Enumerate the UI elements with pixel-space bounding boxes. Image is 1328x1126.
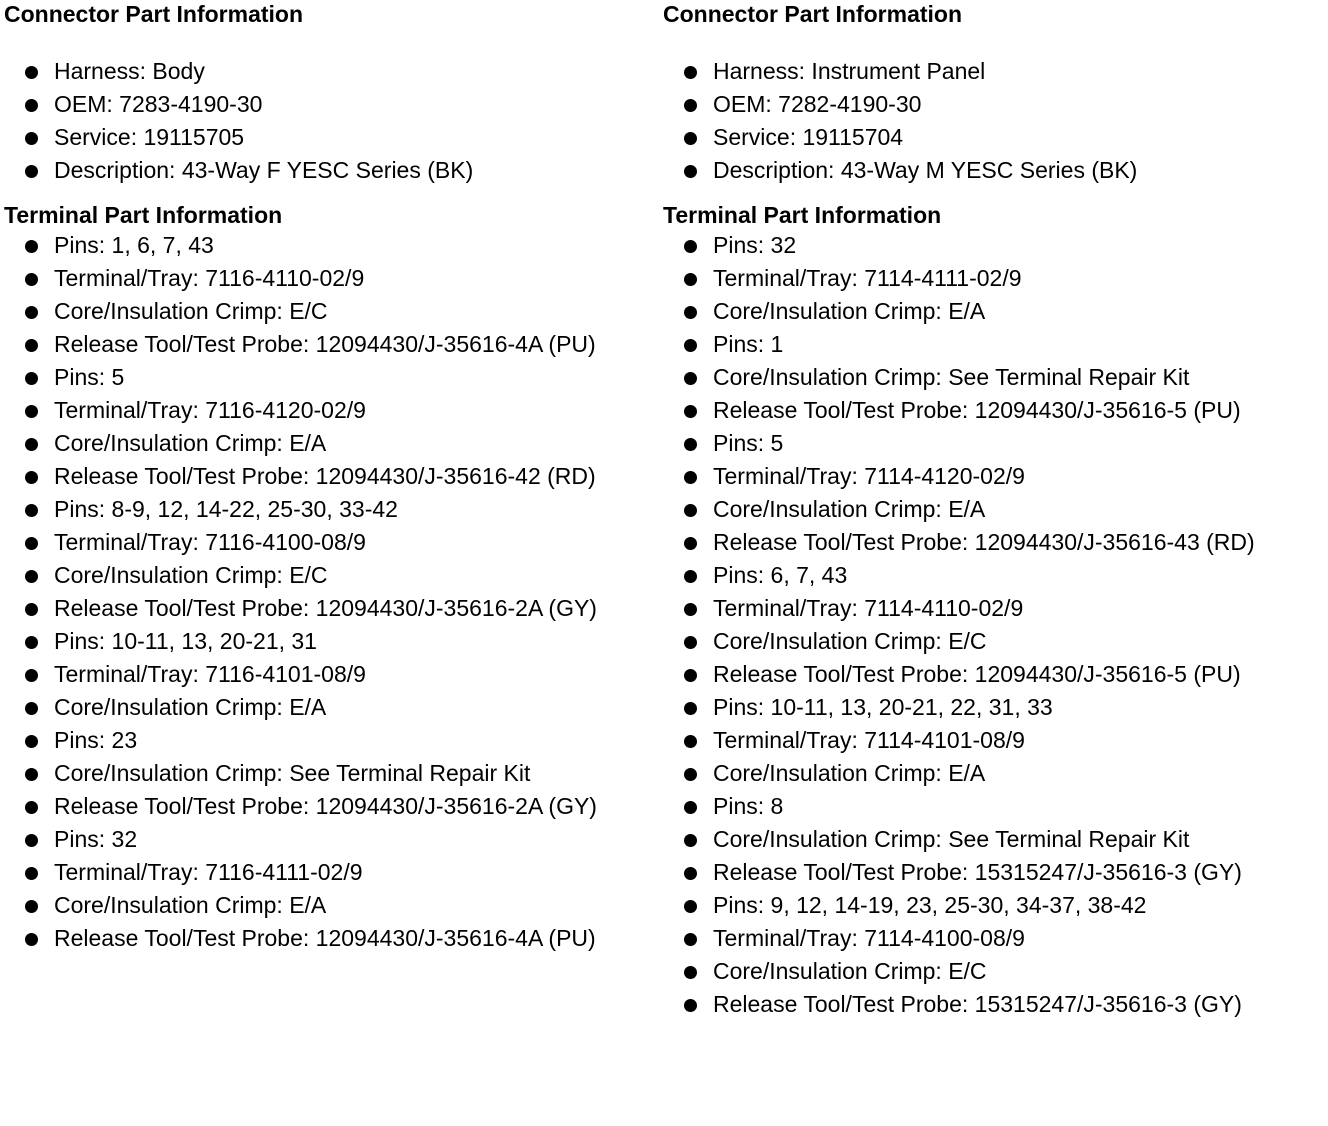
bullet-icon [25,372,38,385]
bullet-icon [684,99,697,112]
list-item-text: Pins: 9, 12, 14-19, 23, 25-30, 34-37, 38-42 [713,892,1147,918]
bullet-icon [25,339,38,352]
list-item-text: Pins: 6, 7, 43 [713,562,848,588]
list-item [663,295,1323,328]
list-item [4,922,664,955]
list-item-text: Pins: 10-11, 13, 20-21, 22, 31, 33 [713,694,1053,720]
bullet-icon [25,603,38,616]
list-item-text: Harness: Body [54,58,205,84]
bullet-icon [684,273,697,286]
list-item-text: Pins: 8-9, 12, 14-22, 25-30, 33-42 [54,496,398,522]
list-item-text: Pins: 32 [54,826,138,852]
list-item-text: Core/Insulation Crimp: E/C [713,958,987,984]
bullet-icon [684,405,697,418]
list-item-text: Harness: Instrument Panel [713,58,986,84]
list-item-text: Core/Insulation Crimp: E/A [54,430,327,456]
list-item [663,724,1323,757]
bullet-icon [25,933,38,946]
list-item [4,154,664,187]
bullet-icon [25,735,38,748]
list-item [4,361,664,394]
list-item-text: Core/Insulation Crimp: E/A [713,496,986,522]
list-item-text: Terminal/Tray: 7114-4120-02/9 [713,463,1025,489]
list-item [4,757,664,790]
list-item-text: Terminal/Tray: 7114-4111-02/9 [713,265,1022,291]
list-item [4,526,664,559]
list-item-text: Terminal/Tray: 7114-4110-02/9 [713,595,1024,621]
terminal-group [663,229,1323,427]
list-item-text: Pins: 1 [713,331,784,357]
bullet-icon [25,900,38,913]
list-item [4,691,664,724]
list-item [4,658,664,691]
list-item [663,361,1323,394]
list-item [663,88,1323,121]
connector-heading-left: Connector Part Information [4,1,304,27]
list-item-text: Release Tool/Test Probe: 12094430/J-35616-5 (PU) [713,397,1241,423]
list-item [663,559,1323,592]
list-item [4,559,664,592]
list-item [663,955,1323,988]
list-item-text: OEM: 7283-4190-30 [54,91,263,117]
bullet-icon [684,636,697,649]
list-item [4,427,664,460]
bullet-icon [684,702,697,715]
bullet-icon [684,768,697,781]
terminal-group [4,823,664,955]
bullet-icon [684,603,697,616]
terminal-group [663,559,1323,691]
list-item-text: Core/Insulation Crimp: E/C [713,628,987,654]
bullet-icon [684,471,697,484]
list-item [663,625,1323,658]
list-item [663,691,1323,724]
bullet-icon [684,372,697,385]
list-item [663,460,1323,493]
list-item [663,55,1323,88]
list-item [663,154,1323,187]
terminal-heading-left: Terminal Part Information [4,202,283,228]
terminal-heading-right: Terminal Part Information [663,202,942,228]
list-item-text: Release Tool/Test Probe: 12094430/J-35616-42 (RD) [54,463,596,489]
list-item [4,460,664,493]
list-item [663,889,1323,922]
bullet-icon [25,240,38,253]
list-item-text: Release Tool/Test Probe: 12094430/J-35616-2A (GY) [54,595,597,621]
list-item-text: Core/Insulation Crimp: E/C [54,562,328,588]
list-item-text: Description: 43-Way F YESC Series (BK) [54,157,474,183]
bullet-icon [25,99,38,112]
terminal-group [4,229,664,361]
list-item-text: Core/Insulation Crimp: E/A [54,892,327,918]
bullet-icon [684,999,697,1012]
bullet-icon [684,132,697,145]
terminal-groups-left [4,229,664,955]
bullet-icon [25,165,38,178]
list-item [4,724,664,757]
list-item-text: Terminal/Tray: 7116-4110-02/9 [54,265,365,291]
bullet-icon [25,768,38,781]
list-item [4,295,664,328]
list-item-text: Pins: 5 [54,364,125,390]
list-item-text: Release Tool/Test Probe: 12094430/J-35616-43 (RD) [713,529,1255,555]
list-item-text: OEM: 7282-4190-30 [713,91,922,117]
list-item [4,88,664,121]
list-item [4,592,664,625]
list-item-text: Pins: 1, 6, 7, 43 [54,232,214,258]
list-item [663,121,1323,154]
connector-list-left [4,55,664,187]
bullet-icon [25,537,38,550]
list-item-text: Core/Insulation Crimp: E/A [54,694,327,720]
list-item-text: Terminal/Tray: 7114-4101-08/9 [713,727,1025,753]
list-item [663,757,1323,790]
bullet-icon [684,933,697,946]
list-item-text: Terminal/Tray: 7116-4100-08/9 [54,529,366,555]
list-item [4,55,664,88]
bullet-icon [684,438,697,451]
list-item-text: Core/Insulation Crimp: See Terminal Repair Kit [713,826,1190,852]
list-item [4,262,664,295]
terminal-groups-right [663,229,1323,1021]
right-column [663,0,1323,1021]
bullet-icon [25,405,38,418]
list-item [663,229,1323,262]
list-item-text: Release Tool/Test Probe: 12094430/J-35616-4A (PU) [54,331,596,357]
list-item [4,394,664,427]
bullet-icon [25,636,38,649]
bullet-icon [25,132,38,145]
bullet-icon [684,966,697,979]
list-item-text: Core/Insulation Crimp: E/A [713,298,986,324]
list-item [663,856,1323,889]
terminal-group [4,625,664,823]
bullet-icon [25,702,38,715]
bullet-icon [25,801,38,814]
list-item-text: Pins: 10-11, 13, 20-21, 31 [54,628,317,654]
list-item-text: Terminal/Tray: 7114-4100-08/9 [713,925,1025,951]
list-item-text: Service: 19115704 [713,124,904,150]
list-item [663,526,1323,559]
list-item [663,922,1323,955]
list-item-text: Core/Insulation Crimp: E/A [713,760,986,786]
list-item-text: Pins: 8 [713,793,784,819]
list-item-text: Release Tool/Test Probe: 12094430/J-35616-4A (PU) [54,925,596,951]
bullet-icon [25,867,38,880]
bullet-icon [25,438,38,451]
bullet-icon [684,240,697,253]
terminal-group [4,493,664,625]
list-item [663,823,1323,856]
list-item-text: Service: 19115705 [54,124,245,150]
list-item [4,625,664,658]
list-item [663,658,1323,691]
list-item-text: Terminal/Tray: 7116-4120-02/9 [54,397,366,423]
bullet-icon [25,273,38,286]
list-item-text: Terminal/Tray: 7116-4111-02/9 [54,859,363,885]
terminal-group [4,361,664,493]
bullet-icon [684,735,697,748]
bullet-icon [684,669,697,682]
bullet-icon [25,669,38,682]
list-item [663,493,1323,526]
bullet-icon [684,66,697,79]
list-item-text: Core/Insulation Crimp: See Terminal Repair Kit [54,760,531,786]
list-item [4,229,664,262]
list-item [4,328,664,361]
bullet-icon [25,504,38,517]
list-item-text: Release Tool/Test Probe: 12094430/J-35616-5 (PU) [713,661,1241,687]
list-item [663,988,1323,1021]
list-item-text: Pins: 23 [54,727,138,753]
list-item [4,823,664,856]
bullet-icon [684,339,697,352]
bullet-icon [25,570,38,583]
list-item-text: Pins: 5 [713,430,784,456]
list-item [663,427,1323,460]
list-item-text: Core/Insulation Crimp: See Terminal Repair Kit [713,364,1190,390]
list-item-text: Release Tool/Test Probe: 12094430/J-35616-2A (GY) [54,793,597,819]
list-item-text: Description: 43-Way M YESC Series (BK) [713,157,1138,183]
bullet-icon [25,306,38,319]
bullet-icon [684,504,697,517]
list-item [4,121,664,154]
bullet-icon [25,66,38,79]
bullet-icon [684,867,697,880]
terminal-group [663,889,1323,1021]
bullet-icon [684,306,697,319]
connector-list-right [663,55,1323,187]
list-item [663,592,1323,625]
bullet-icon [684,834,697,847]
list-item [663,394,1323,427]
bullet-icon [684,165,697,178]
list-item-text: Release Tool/Test Probe: 15315247/J-35616-3 (GY) [713,859,1242,885]
list-item [4,856,664,889]
bullet-icon [25,471,38,484]
bullet-icon [684,900,697,913]
list-item [4,790,664,823]
list-item [4,889,664,922]
bullet-icon [684,801,697,814]
list-item-text: Release Tool/Test Probe: 15315247/J-35616-3 (GY) [713,991,1242,1017]
bullet-icon [684,537,697,550]
connector-heading-right: Connector Part Information [663,1,963,27]
list-item [663,262,1323,295]
terminal-group [663,691,1323,889]
list-item [4,493,664,526]
left-column [4,0,664,955]
list-item-text: Core/Insulation Crimp: E/C [54,298,328,324]
bullet-icon [25,834,38,847]
terminal-group [663,427,1323,559]
list-item-text: Terminal/Tray: 7116-4101-08/9 [54,661,366,687]
list-item [663,328,1323,361]
list-item-text: Pins: 32 [713,232,797,258]
bullet-icon [684,570,697,583]
list-item [663,790,1323,823]
